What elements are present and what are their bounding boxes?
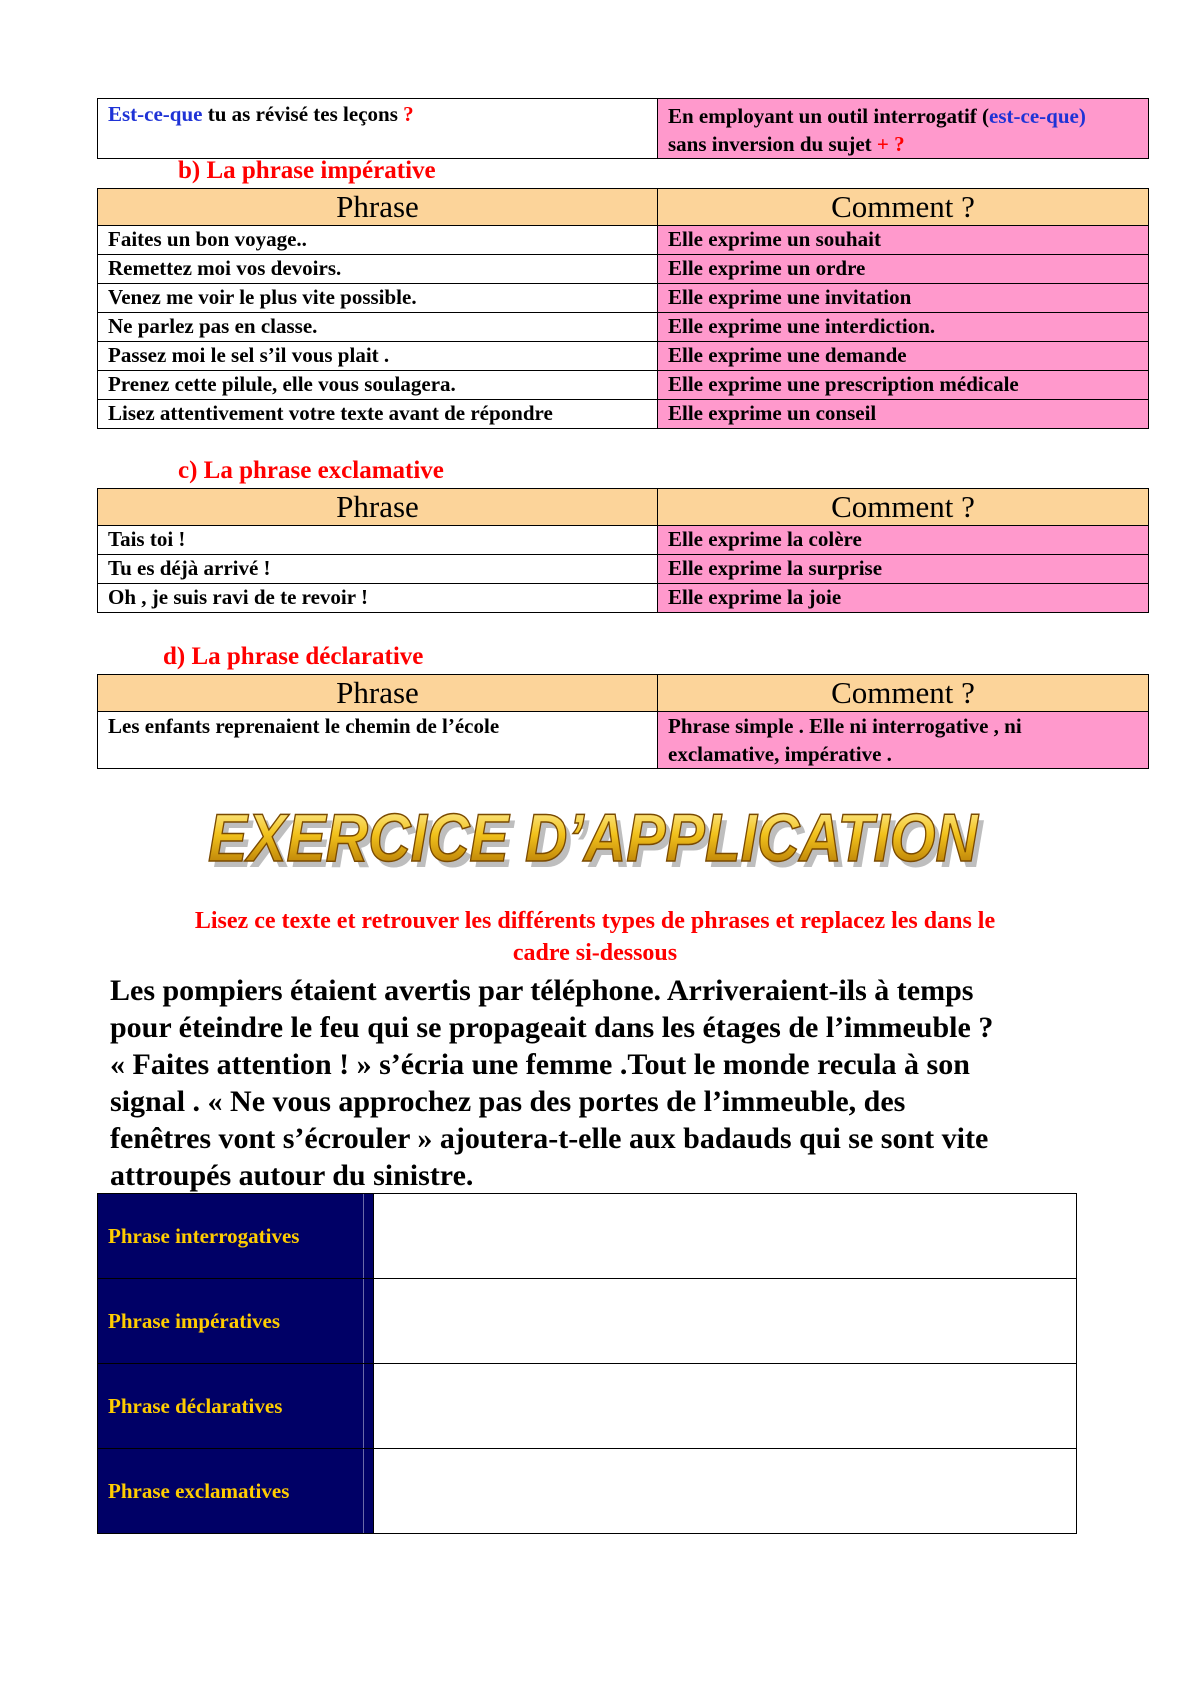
phrase-text: tu as révisé tes leçons (202, 102, 404, 126)
interrogative-table (97, 98, 1149, 159)
answer-label: Phrase impératives (108, 1309, 281, 1333)
exercise-banner (195, 797, 995, 877)
phrase-cell: Oh , je suis ravi de te revoir ! (98, 584, 658, 613)
comment-cell: Elle exprime une invitation (658, 284, 1149, 313)
answer-box-declaratives[interactable] (374, 1364, 1077, 1449)
phrase-cell: Tu es déjà arrivé ! (98, 555, 658, 584)
phrase-cell: Ne parlez pas en classe. (98, 313, 658, 342)
header-phrase: Phrase (98, 489, 658, 526)
paragraph-line: signal . « Ne vous approchez pas des portes de l’immeuble, des (110, 1085, 906, 1118)
answer-label-cell (98, 1364, 374, 1449)
comment-cell: Elle exprime une demande (658, 342, 1149, 371)
phrase-cell: Remettez moi vos devoirs. (98, 255, 658, 284)
header-phrase: Phrase (98, 675, 658, 712)
comment-cell: Elle exprime une prescription médicale (658, 371, 1149, 400)
comment-cell: Elle exprime une interdiction. (658, 313, 1149, 342)
section-title-declarative: d) La phrase déclarative (163, 643, 424, 670)
table-row (98, 400, 1149, 429)
exercise-paragraph (110, 972, 1110, 1194)
answer-row (98, 1449, 1077, 1534)
phrase-cell: Lisez attentivement votre texte avant de répondre (98, 400, 658, 429)
paragraph-line: pour éteindre le feu qui se propageait dans les étages de l’immeuble ? (110, 1011, 994, 1044)
phrase-cell (98, 99, 658, 159)
comment-text: En employant un outil interrogatif ( (668, 104, 990, 128)
comment-cell (658, 99, 1149, 159)
answer-table (97, 1193, 1077, 1534)
comment-text: sans inversion du sujet (668, 132, 877, 156)
answer-label-cell (98, 1449, 374, 1534)
comment-cell: Elle exprime un ordre (658, 255, 1149, 284)
answer-label-cell (98, 1194, 374, 1279)
comment-cell: Elle exprime la colère (658, 526, 1149, 555)
comment-cell: Elle exprime la joie (658, 584, 1149, 613)
declarative-table (97, 674, 1149, 769)
table-row (98, 313, 1149, 342)
comment-cell: Elle exprime la surprise (658, 555, 1149, 584)
header-comment: Comment ? (658, 189, 1149, 226)
table-row (98, 712, 1149, 769)
phrase-cell: Tais toi ! (98, 526, 658, 555)
imperative-table (97, 188, 1149, 429)
section-title-exclamative: c) La phrase exclamative (178, 457, 444, 484)
table-row (98, 371, 1149, 400)
table-row (98, 584, 1149, 613)
header-phrase: Phrase (98, 189, 658, 226)
table-row (98, 255, 1149, 284)
section-title-imperative: b) La phrase impérative (178, 157, 436, 184)
table-row (98, 99, 1149, 159)
header-comment: Comment ? (658, 489, 1149, 526)
keyword-text: Est-ce-que (108, 102, 203, 126)
comment-cell (658, 712, 1149, 769)
answer-label: Phrase interrogatives (108, 1224, 300, 1248)
header-comment: Comment ? (658, 675, 1149, 712)
mark-text: ? (403, 102, 414, 126)
exclamative-table (97, 488, 1149, 613)
comment-text: exclamative, impérative . (668, 742, 892, 766)
table-row (98, 284, 1149, 313)
phrase-cell: Faites un bon voyage.. (98, 226, 658, 255)
answer-box-interrogatives[interactable] (374, 1194, 1077, 1279)
phrase-cell: Passez moi le sel s’il vous plait . (98, 342, 658, 371)
table-row (98, 226, 1149, 255)
paragraph-line: fenêtres vont s’écrouler » ajoutera-t-elle aux badauds qui se sont vite (110, 1122, 989, 1155)
comment-cell: Elle exprime un souhait (658, 226, 1149, 255)
answer-row (98, 1279, 1077, 1364)
answer-box-imperatives[interactable] (374, 1279, 1077, 1364)
phrase-cell: Venez me voir le plus vite possible. (98, 284, 658, 313)
instruction-line: cadre si-dessous (512, 940, 678, 966)
mark-text: + ? (876, 132, 905, 156)
table-row (98, 555, 1149, 584)
table-row (98, 526, 1149, 555)
comment-text: Phrase simple . Elle ni interrogative , ni (668, 714, 1022, 738)
answer-label-cell (98, 1279, 374, 1364)
table-header (98, 489, 1149, 526)
instruction-line: Lisez ce texte et retrouver les différents types de phrases et replacez les dans le (194, 908, 996, 934)
answer-box-exclamatives[interactable] (374, 1449, 1077, 1534)
phrase-cell: Les enfants reprenaient le chemin de l’école (98, 712, 658, 769)
paragraph-line: attroupés autour du sinistre. (110, 1159, 474, 1192)
keyword-text: est-ce-que) (989, 104, 1086, 128)
answer-row (98, 1194, 1077, 1279)
paragraph-line: Les pompiers étaient avertis par téléphone. Arriveraient-ils à temps (110, 974, 974, 1007)
table-header (98, 189, 1149, 226)
banner-shadow-text: EXERCICE D’APPLICATION (213, 806, 985, 877)
answer-row (98, 1364, 1077, 1449)
instruction (100, 905, 1090, 969)
table-header (98, 675, 1149, 712)
paragraph-line: « Faites attention ! » s’écria une femme .Tout le monde recula à son (110, 1048, 970, 1081)
phrase-cell: Prenez cette pilule, elle vous soulagera. (98, 371, 658, 400)
answer-label: Phrase déclaratives (108, 1394, 283, 1418)
answer-label: Phrase exclamatives (108, 1479, 290, 1503)
comment-cell: Elle exprime un conseil (658, 400, 1149, 429)
table-row (98, 342, 1149, 371)
banner-text: EXERCICE D’APPLICATION (208, 800, 980, 876)
